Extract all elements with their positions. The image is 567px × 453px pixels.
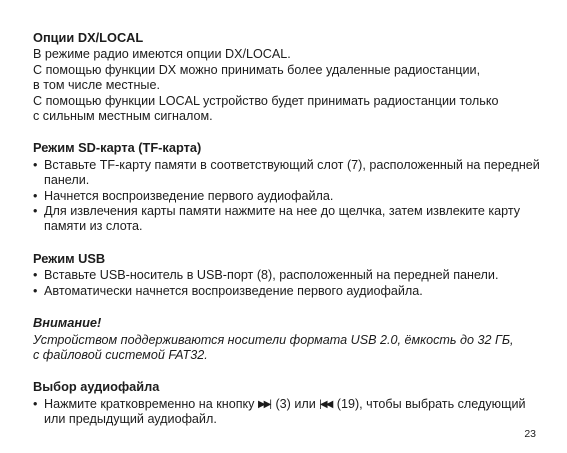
dx-local-line: с сильным местным сигналом. — [33, 109, 213, 124]
page-number: 23 — [524, 428, 536, 440]
list-item: • Вставьте USB-носитель в USB-порт (8), расположенный на передней панели. — [33, 268, 543, 283]
section-sd-card — [33, 140, 543, 234]
attention-line: Устройством поддерживаются носители формата USB 2.0, ёмкость до 32 ГБ, — [33, 332, 514, 347]
usb-list — [33, 268, 543, 299]
heading-dx-local: Опции DX/LOCAL — [33, 30, 144, 45]
next-track-icon: ▶▶| — [257, 398, 270, 410]
list-item — [33, 397, 543, 428]
list-item: • Начнется воспроизведение первого аудиофайла. — [33, 189, 543, 204]
previous-track-icon: |◀◀ — [319, 398, 332, 410]
dx-local-line: С помощью функции LOCAL устройство будет принимать радиостанции только — [33, 93, 499, 108]
section-attention — [33, 315, 543, 363]
heading-usb: Режим USB — [33, 250, 106, 266]
file-select-text-1: Нажмите кратковременно на кнопку — [44, 396, 255, 411]
file-select-list — [33, 397, 543, 428]
file-select-text-2: (3) или — [275, 396, 316, 411]
dx-local-line: С помощью функции DX можно принимать более удаленные радиостанции, — [33, 62, 481, 77]
manual-page — [33, 30, 543, 444]
file-select-text-3: (19), чтобы выбрать следующий или предыдущий аудиофайл. — [44, 396, 526, 427]
section-usb — [33, 251, 543, 299]
list-item: • Вставьте TF-карту памяти в соответствующий слот (7), расположенный на передней панели. — [33, 158, 543, 189]
heading-sd-card: Режим SD-карта (TF-карта) — [33, 140, 202, 156]
attention-line: с файловой системой FAT32. — [33, 347, 208, 362]
list-item: • Автоматически начнется воспроизведение первого аудиофайла. — [33, 284, 543, 299]
list-item: • Для извлечения карты памяти нажмите на нее до щелчка, затем извлеките карту памяти из слота. — [33, 204, 543, 235]
section-file-select — [33, 379, 543, 427]
section-dx-local — [33, 30, 543, 124]
dx-local-line: В режиме радио имеются опции DX/LOCAL. — [33, 47, 291, 62]
sd-card-list — [33, 158, 543, 235]
heading-attention: Внимание! — [33, 315, 102, 331]
heading-file-select: Выбор аудиофайла — [33, 379, 160, 395]
dx-local-line: в том числе местные. — [33, 78, 160, 93]
